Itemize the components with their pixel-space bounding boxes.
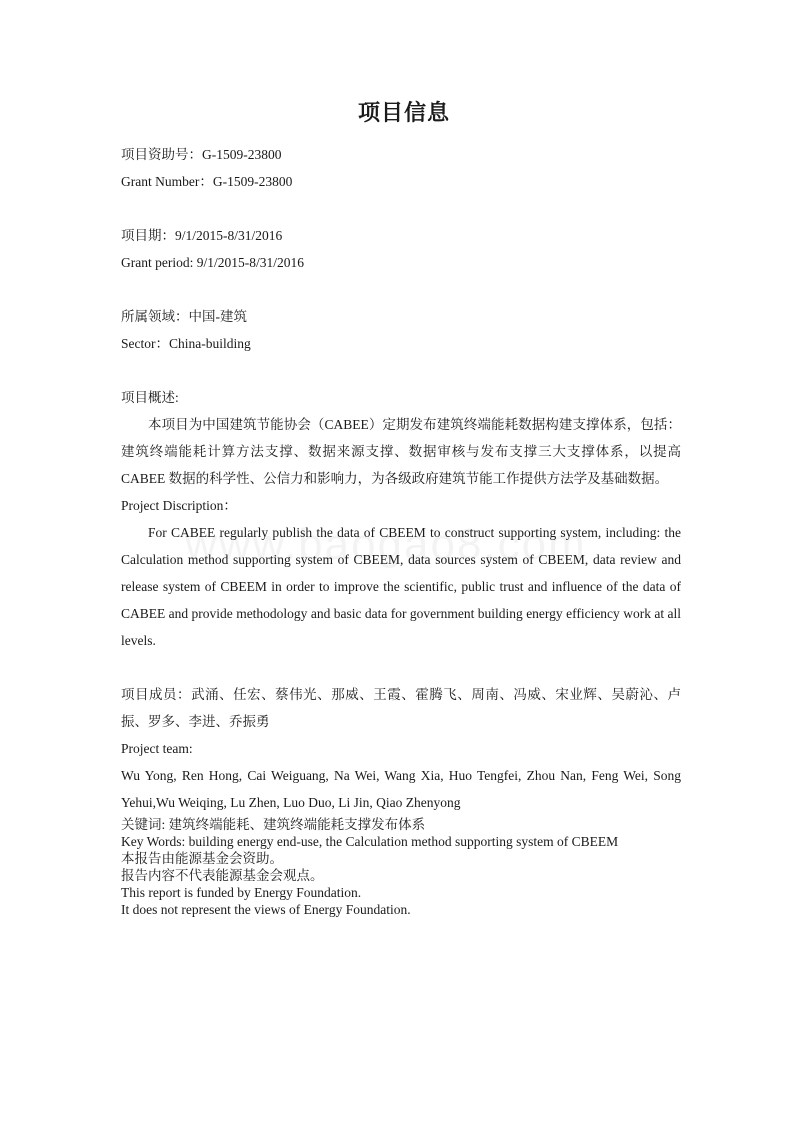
sector-en: Sector：China-building (121, 336, 251, 351)
keywords-en: Key Words: building energy end-use, the Calculation method supporting system of CBEEM (121, 834, 619, 849)
period-en: Grant period: 9/1/2015-8/31/2016 (121, 255, 304, 270)
funded-en: This report is funded by Energy Foundation. (121, 885, 362, 900)
overview-label-cn: 项目概述: (121, 390, 179, 405)
spacer (121, 195, 681, 222)
disclaimer-cn: 报告内容不代表能源基金会观点。 (121, 868, 324, 883)
sector-cn: 所属领域：中国-建筑 (121, 309, 247, 324)
grant-number-cn: 项目资助号：G-1509-23800 (121, 147, 282, 162)
spacer (121, 654, 681, 681)
spacer (121, 357, 681, 384)
disclaimer-en: It does not represent the views of Energy Foundation. (121, 902, 411, 917)
overview-label-en: Project Discription： (121, 498, 237, 513)
funded-cn: 本报告由能源基金会资助。 (121, 851, 283, 866)
team-label-en: Project team: (121, 741, 193, 756)
team-names-en: Wu Yong, Ren Hong, Cai Weiguang, Na Wei, Wang Xia, Huo Tengfei, Zhou Nan, Feng Wei, Song Yehui,Wu Weiqing, Lu Zhen, Luo Duo, Li Jin, Qiao Zhenyong (121, 768, 681, 810)
page-title: 项目信息 (357, 101, 450, 126)
overview-body-cn: 本项目为中国建筑节能协会（CABEE）定期发布建筑终端能耗数据构建支撑体系，包括：建筑终端能耗计算方法支撑、数据来源支撑、数据审核与发布支撑三大支撑体系，以提高 CABEE 数据的科学性、公信力和影响力，为各级政府建筑节能工作提供方法学及基础数据。 (121, 417, 681, 486)
overview-body-en: For CABEE regularly publish the data of CBEEM to construct supporting system, including: the Calculation method supporting system of CBEEM, data sources system of CBEEM, data review and release system of CBEEM in order to improve the scientific, public trust and influence of the data of CABEE and provide methodology and basic data for government building energy efficiency work at all levels. (121, 525, 681, 648)
document-page (121, 96, 681, 918)
grant-number-en: Grant Number：G-1509-23800 (121, 174, 293, 189)
keywords-cn: 关键词: 建筑终端能耗、建筑终端能耗支撑发布体系 (121, 817, 426, 832)
spacer (121, 276, 681, 303)
period-cn: 项目期：9/1/2015-8/31/2016 (121, 228, 283, 243)
members-cn: 项目成员：武涌、任宏、蔡伟光、那威、王霞、霍腾飞、周南、冯威、宋业辉、吴蔚沁、卢振、罗多、李进、乔振勇 (121, 687, 681, 729)
